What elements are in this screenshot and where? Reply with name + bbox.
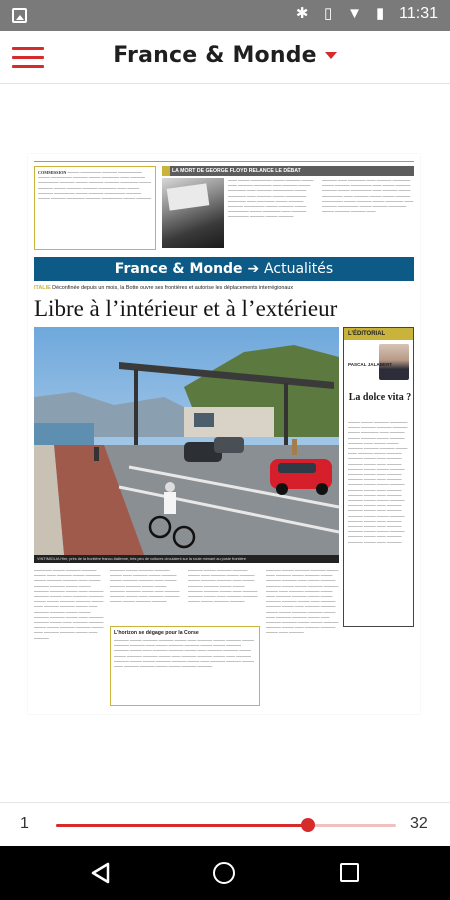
border-station-photo [34,327,339,555]
floyd-text-col-2: ───── ─── ────── ─── ───── ────── ──── ───── ─────── ─── ──── ───── ───── ──── ─────── ─── ───── ──── ─────── ─── ───── ──── ──── ───── ─────── ──── ───── ──── ────── ─── ───── ─────── ──── ───── ────── ──── ───── ───── ─── [322,178,414,215]
editorial-label: L’ÉDITORIAL [344,328,413,340]
article-col-4: ───── ──── ───── ───── ──── ─── ───── ──── ───── ──── ───── ───── ─── ──── ───── ───── ──── ──── ───── ───── ──── ─── ───── ───── ──── ─── ───── ───── ──── ──── ───── ───── ──── ─── ───── ───── ──── ─── ───── ───── ──── ──── ───── ───── ──── ─── ───── ───── ──── ─── ───── ───── ──── ──── ───── ───── ──── ─── ───── ───── ──── ─── ───── [266,568,339,636]
status-icons [295,5,438,23]
vibrate-icon: ▯ [324,5,333,22]
recents-square-icon[interactable] [340,863,359,882]
app-bar [0,31,450,84]
section-subtitle: Actualités [264,261,334,277]
commission-title: COMMISSION [38,170,67,175]
commission-box [34,166,156,250]
status-time: 11:31 [399,5,438,22]
page-header-line [34,156,414,162]
battery-icon: ▮ [376,5,385,22]
border-station-illustration [34,327,339,555]
corse-box [110,626,260,706]
scrubber-track[interactable] [56,824,396,827]
back-triangle-icon[interactable] [90,862,112,884]
editorial-author: PASCAL JALABERT [348,362,393,367]
scrubber-end-label: 32 [410,815,428,832]
page-scrubber [0,802,450,846]
section-arrow-icon: ➔ [247,261,265,277]
scrubber-thumb[interactable] [301,818,315,832]
article-col-1: ────── ──── ───── ───── ──── ─── ───── ──── ───── ──── ───── ───── ─── ──── ───── ───── ──── ──── ───── ───── ──── ─── ───── ───── ──── ─── ───── ───── ──── ──── ───── ───── ──── ─── ───── ───── ──── ─── ───── ───── ──── ──── ───── ───── ──── ─── ───── ───── ──── ─── ───── ───── ──── ──── ───── ───── ──── ─── ───── ───── ──── ─── ───── [34,568,104,641]
photo-caption: VINTIMIGLIA Hier, près de la frontière franco-italienne, très peu de voitures circulaient sur la route menant au poste frontière [34,555,339,563]
article-body [34,568,339,714]
editorial-text: ──── ──── ───── ────── ──── ───── ───── ───── ──── ────── ─── ───── ──── ───── ──── ───── ───── ─── ──── ──── ───── ───── ───── ──── ─── ───── ──── ───── ───── ──── ─── ───── ───── ──── ─── ───── ───── ──── ──── ───── ───── ──── ─── ───── ───── ──── ─── ───── ───── ──── ──── ───── ───── ──── ─── ───── ───── ──── ─── ───── ───── ──── ──── ───── ───── ──── ─── ───── ───── ──── ─── ───── ───── ──── ──── ───── ───── ──── ─── ───── ───── ──── ─── ───── ───── ──── ──── ───── ───── ──── ─── ───── ───── ──── ─── ───── [348,420,408,545]
corse-box-title: L’horizon se dégage pour la Corse [114,630,199,636]
article-kicker [34,285,414,293]
wifi-icon: ▼ [347,5,362,22]
editorial-column [343,327,414,627]
scrubber-start-label: 1 [20,815,29,832]
floyd-text-col-1: ─── ──── ─────── ──── ───── ──── ─── ───── ────── ─── ───── ──── ────── ─── ───── ─────── ──── ────── ─── ───── ──── ─────── ────── ─── ────── ──── ───── ───── ─────── ──── ───── ──── ─────── ──── ────── ─── ───── ─────── ───── ──── ───── [228,178,314,220]
editorial-title: La dolce vita ? [348,392,412,403]
kicker-text: Déconfinée depuis un mois, la Botte ouvre ses frontières et autorise les déplacements interrégionaux [52,285,294,291]
system-nav-bar [0,846,450,900]
corse-box-text: ───── ──── ───── ───── ──── ─── ───── ──── ───── ──── ───── ───── ─── ──── ───── ───── ──── ──── ───── ───── ──── ─── ───── ───── ──── ─── ───── ───── ──── ──── ───── ───── ──── ─── ───── ───── ──── ─── ───── ───── ──── ──── ───── ───── ──── ─── ───── ───── ──── ─── ───── ───── ──── ──── ───── ───── [114,638,254,670]
kicker-tag: ITALIE [34,285,51,291]
newspaper-page[interactable] [28,154,420,714]
floyd-banner: LA MORT DE GEORGE FLOYD RELANCE LE DÉBAT [162,166,414,176]
title-selector[interactable] [0,43,450,68]
article-col-3: ───── ──── ───── ───── ──── ─── ───── ──── ───── ──── ───── ───── ─── ──── ───── ───── ──── ──── ───── ───── ──── ─── ───── ───── ──── ─── ───── ───── ──── ──── ───── ───── [188,568,258,605]
section-banner [34,257,414,281]
article-col-2: ───── ──── ───── ───── ──── ─── ───── ──── ───── ──── ───── ───── ─── ──── ───── ───── ──── ──── ───── ───── ──── ─── ───── ───── ──── ─── ───── ───── ──── ──── ───── ───── [110,568,180,605]
section-title: France & Monde [114,261,243,277]
bluetooth-icon: ✱ [295,5,309,22]
scrubber-fill [56,824,308,827]
image-icon [12,8,27,23]
caret-down-icon[interactable] [325,52,337,59]
article-headline: Libre à l’intérieur et à l’extérieur [34,296,338,321]
app-title: France & Monde [113,43,317,68]
page-viewer[interactable] [0,84,450,802]
status-bar [0,0,450,31]
commission-text: COMMISSION ──── ─────── ───── ──────── ──── ─────── ───── ──── ────── ─── ───── ─────── ───── ──── ───── ───── ────── ──── ───── ──── ───── ───── ────── ─── ──── ───── ─────── ──── ───── ─────── ───── ──── ───── ────── ───── ─────── ──── ───── [38,170,152,202]
home-circle-icon[interactable] [213,862,235,884]
